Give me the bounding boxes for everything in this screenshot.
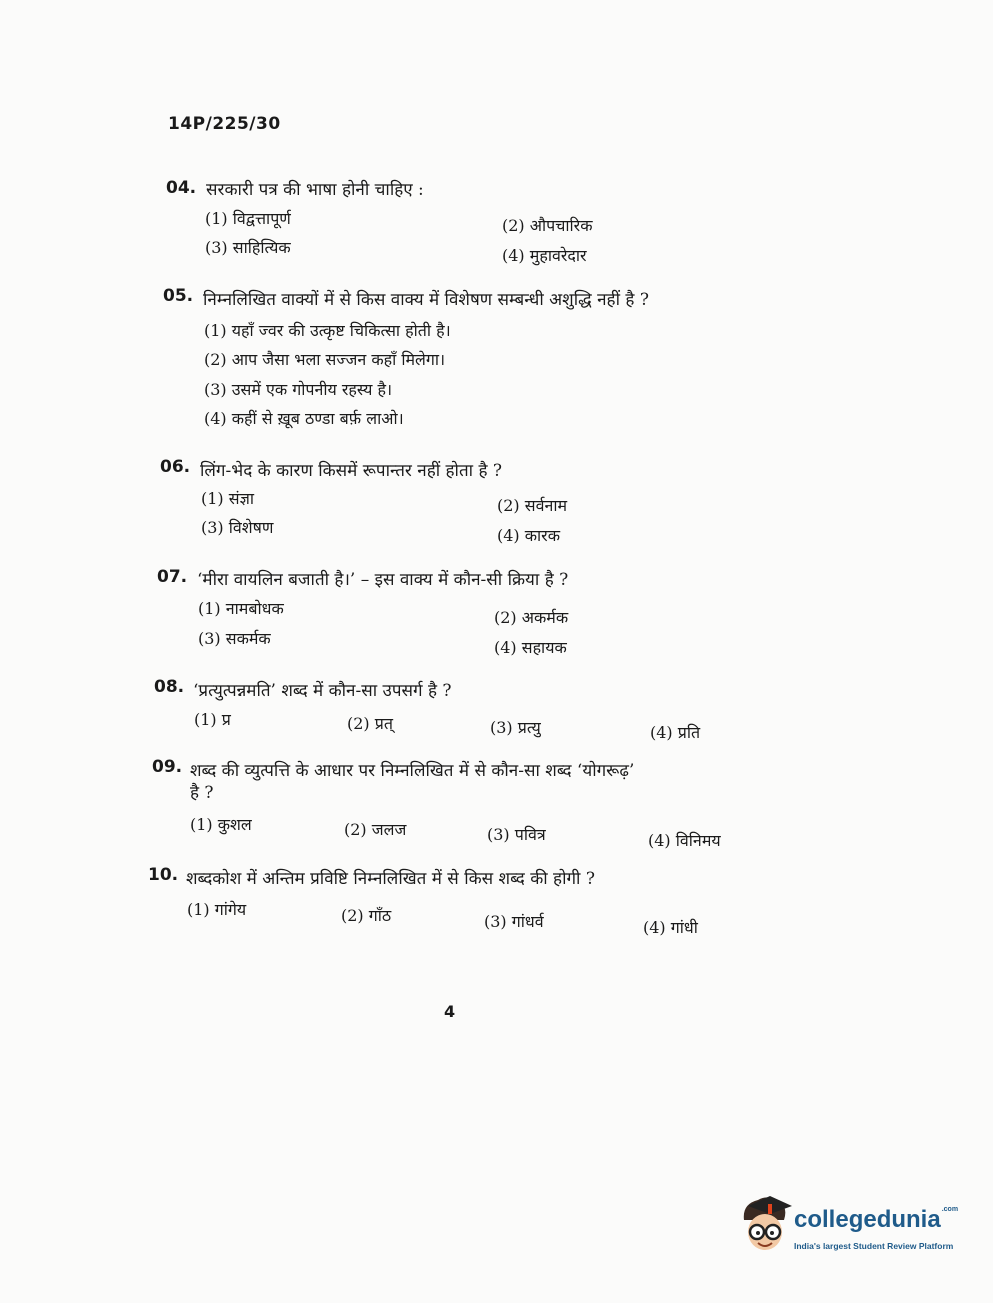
question-text: शब्दकोश में अन्तिम प्रविष्टि निम्नलिखित में से किस शब्द की होगी ? <box>186 869 595 889</box>
brand-suffix: .com <box>941 1206 959 1213</box>
option-1: (1) संज्ञा <box>201 489 254 508</box>
mascot-icon <box>738 1192 794 1272</box>
question-text: निम्नलिखित वाक्यों में से किस वाक्य में विशेषण सम्बन्धी अशुद्धि नहीं है ? <box>203 290 649 310</box>
option-3: (3) प्रत्यु <box>490 718 541 737</box>
question-number: 10. <box>148 865 179 885</box>
option-3: (3) विशेषण <box>201 518 274 537</box>
option-3: (3) साहित्यिक <box>205 238 291 257</box>
option-1: (1) यहाँ ज्वर की उत्कृष्ट चिकित्सा होती है। <box>204 321 451 340</box>
question-number: 05. <box>163 286 194 306</box>
option-2: (2) औपचारिक <box>502 216 593 235</box>
option-1: (1) नामबोधक <box>198 599 284 618</box>
option-1: (1) कुशल <box>190 815 252 834</box>
page-code: 14P/225/30 <box>168 114 281 134</box>
option-2: (2) आप जैसा भला सज्जन कहाँ मिलेगा। <box>204 350 446 369</box>
option-2: (2) प्रत् <box>347 714 393 733</box>
question-number: 04. <box>166 178 197 198</box>
option-3: (3) उसमें एक गोपनीय रहस्य है। <box>204 380 393 399</box>
question-text: ‘प्रत्युत्पन्नमति’ शब्द में कौन-सा उपसर्ग है ? <box>193 681 452 701</box>
option-4: (4) प्रति <box>650 723 701 742</box>
question-number: 06. <box>160 457 191 477</box>
option-1: (1) प्र <box>194 710 231 729</box>
option-2: (2) गाँठ <box>341 906 392 925</box>
page-number: 4 <box>444 1002 456 1021</box>
option-3: (3) सकर्मक <box>198 629 271 648</box>
question-number: 08. <box>154 677 185 697</box>
option-4: (4) गांधी <box>643 918 698 937</box>
question-text: शब्द की व्युत्पत्ति के आधार पर निम्नलिखित में से कौन-सा शब्द ‘योगरूढ़’ <box>190 761 635 781</box>
option-2: (2) अकर्मक <box>494 608 569 627</box>
option-3: (3) गांधर्व <box>484 912 544 931</box>
option-2: (2) सर्वनाम <box>497 496 568 515</box>
option-1: (1) विद्वत्तापूर्ण <box>205 209 291 228</box>
question-text-continued: है ? <box>190 783 214 803</box>
brand-name: collegedunia$^{.com}$ <box>794 1206 959 1233</box>
question-number: 07. <box>157 567 188 587</box>
question-text: सरकारी पत्र की भाषा होनी चाहिए : <box>206 180 424 200</box>
question-text: ‘मीरा वायलिन बजाती है।’ – इस वाक्य में कौन-सी क्रिया है ? <box>197 570 569 590</box>
option-4: (4) कहीं से ख़ूब ठण्डा बर्फ़ लाओ। <box>204 409 404 428</box>
option-2: (2) जलज <box>344 820 407 839</box>
option-3: (3) पवित्र <box>487 825 546 844</box>
option-4: (4) सहायक <box>494 638 567 657</box>
option-4: (4) मुहावरेदार <box>502 246 587 265</box>
collegedunia-logo <box>738 1192 968 1272</box>
brand-tagline: India's largest Student Review Platform <box>794 1241 954 1251</box>
question-number: 09. <box>152 757 183 777</box>
option-1: (1) गांगेय <box>187 900 247 919</box>
question-text: लिंग-भेद के कारण किसमें रूपान्तर नहीं होता है ? <box>200 461 503 481</box>
option-4: (4) कारक <box>497 526 561 545</box>
option-4: (4) विनिमय <box>648 831 721 850</box>
